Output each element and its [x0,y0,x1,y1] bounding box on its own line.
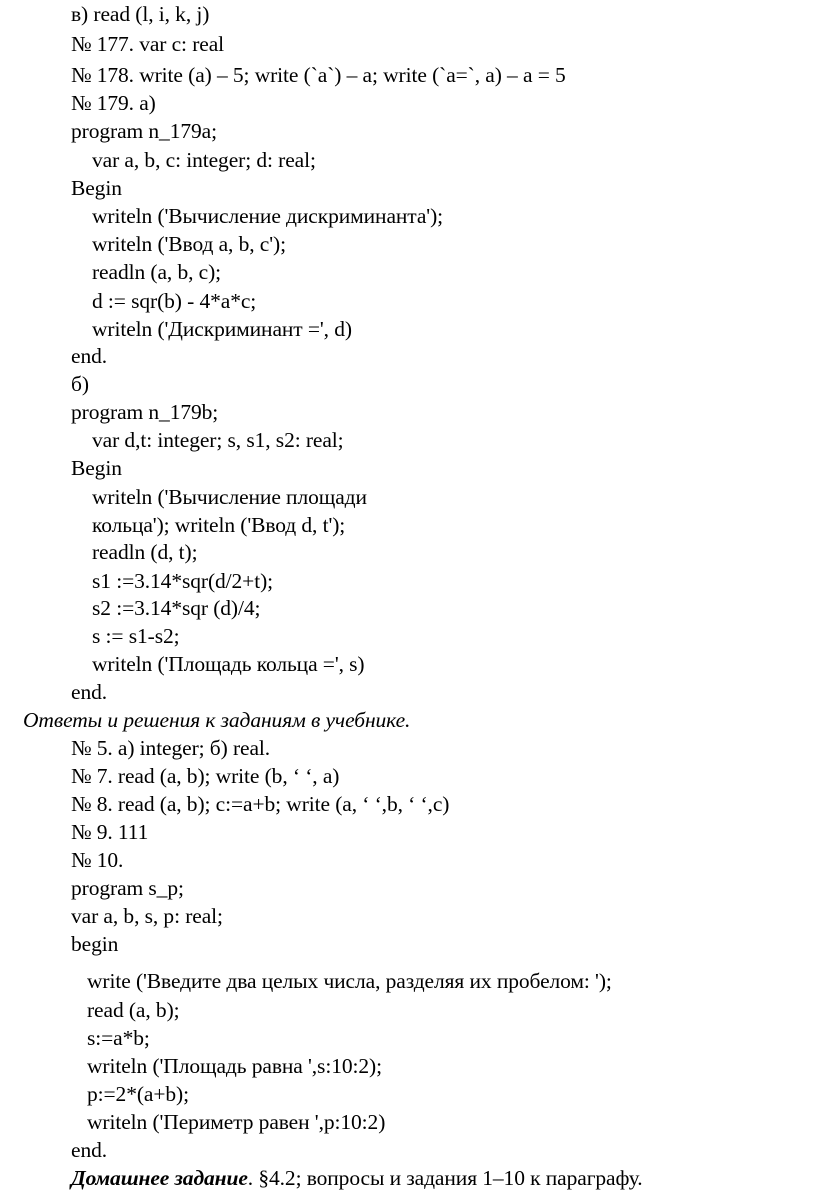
code-line: writeln ('Площадь кольца =', s) [92,652,365,676]
code-line: end. [71,680,108,704]
code-line: writeln ('Вычисление дискриминанта'); [92,204,444,228]
code-line: writeln ('Периметр равен ',p:10:2) [87,1110,386,1134]
code-line: d := sqr(b) - 4*a*c; [92,289,257,313]
code-line: Begin [71,176,122,200]
homework-text: . §4.2; вопросы и задания 1–10 к параграфу. [247,1166,643,1190]
answer-line: № 9. 111 [71,820,149,844]
code-line: writeln ('Ввод a, b, c'); [92,232,286,256]
code-line: program n_179b; [71,400,219,424]
code-line: s:=a*b; [87,1026,150,1050]
answer-line: № 179. а) [71,91,156,115]
answer-line: № 7. read (a, b); write (b, ‘ ‘, a) [71,764,340,788]
answer-line: № 178. write (a) – 5; write (`a`) – a; write (`a=`, a) – a = 5 [71,63,566,87]
code-line: s1 :=3.14*sqr(d/2+t); [92,569,274,593]
code-line: p:=2*(a+b); [87,1082,189,1106]
answer-line: б) [71,372,89,396]
code-line: Begin [71,456,122,480]
answer-line: № 177. var c: real [71,32,225,56]
code-line: var d,t: integer; s, s1, s2: real; [92,428,344,452]
code-line: s := s1-s2; [92,624,180,648]
homework-label: Домашнее задание [71,1166,248,1190]
code-line: s2 :=3.14*sqr (d)/4; [92,596,261,620]
code-line: end. [71,1138,108,1162]
code-line: program s_p; [71,876,184,900]
answer-line: № 8. read (a, b); c:=a+b; write (a, ‘ ‘,b, ‘ ‘,c) [71,792,450,816]
code-line: writeln ('Дискриминант =', d) [92,317,352,341]
code-line: var a, b, s, p: real; [71,904,223,928]
code-line: writeln ('Вычисление площади [92,485,367,509]
code-line: writeln ('Площадь равна ',s:10:2); [87,1054,382,1078]
code-line: readln (a, b, c); [92,260,222,284]
homework-line [71,1168,643,1190]
answer-line: в) read (l, i, k, j) [71,2,210,26]
code-line: write ('Введите два целых числа, разделяя их пробелом: '); [87,969,612,993]
answer-line: № 10. [71,848,124,872]
code-line: readln (d, t); [92,540,198,564]
code-line: var a, b, c: integer; d: real; [92,148,316,172]
code-line: end. [71,344,108,368]
code-line: program n_179a; [71,119,217,143]
code-line: begin [71,932,119,956]
section-heading: Ответы и решения к заданиям в учебнике. [23,708,411,732]
code-line: кольца'); writeln ('Ввод d, t'); [92,513,346,537]
answer-line: № 5. а) integer; б) real. [71,736,271,760]
code-line: read (a, b); [87,998,180,1022]
